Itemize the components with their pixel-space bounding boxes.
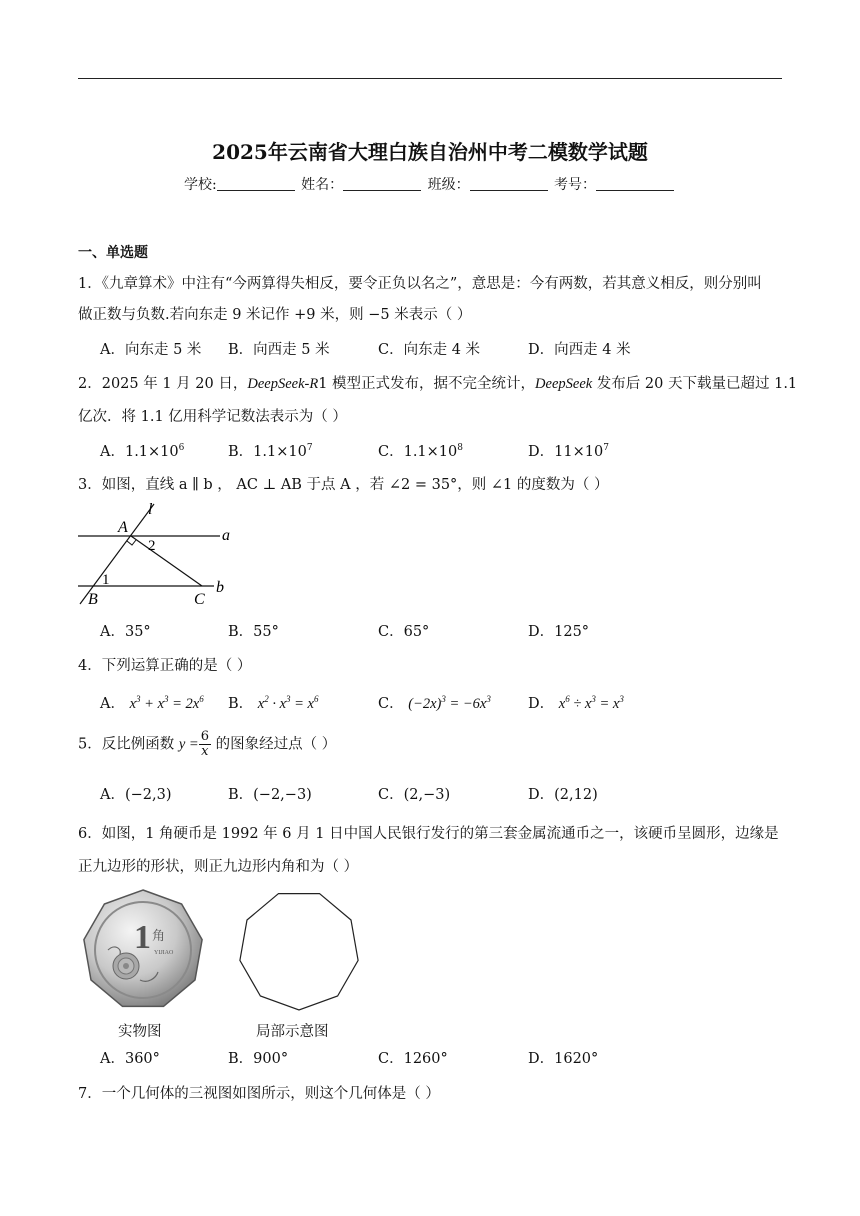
label-A: A	[118, 519, 128, 536]
q5-text-post: 的图象经过点（ ）	[210, 736, 337, 753]
diagram-caption: 局部示意图	[256, 1024, 329, 1040]
q6-line2: 正九边形的形状，则正九边形内角和为（ ）	[78, 859, 359, 875]
q4-line1: 4．下列运算正确的是（ ）	[78, 658, 252, 674]
q6-line1: 6．如图，1 角硬币是 1992 年 6 月 1 日中国人民银行发行的第三套金属流通币之一，该硬币呈圆形，边缘是	[78, 826, 779, 842]
q2-option-c-text: C．1.1×10	[378, 444, 458, 460]
coin-denomination: 1	[134, 919, 151, 956]
q5-fraction	[199, 730, 211, 759]
q1-option-c[interactable]: C．向东走 4 米	[378, 342, 481, 358]
q2-option-a[interactable]	[100, 440, 184, 461]
q2-text-mid: 1 模型正式发布，据不完全统计，	[318, 376, 536, 392]
q5-option-c[interactable]: C．(2,−3)	[378, 787, 451, 803]
segment-ac	[131, 536, 202, 586]
q5-denominator: x	[201, 744, 209, 759]
q5-text-pre: 5．反比例函数	[78, 736, 179, 753]
label-b: b	[216, 579, 224, 596]
label-a: a	[222, 527, 230, 544]
q5-numerator: 6	[200, 729, 209, 744]
q2-option-a-text: A．1.1×10	[100, 444, 179, 460]
class-blank[interactable]	[470, 177, 548, 191]
q2-deepseek: DeepSeek	[535, 376, 593, 392]
coin-caption: 实物图	[118, 1024, 162, 1040]
q5-option-b[interactable]: B．(−2,−3)	[228, 787, 312, 803]
school-label: 学校:	[183, 177, 217, 193]
header-rule	[78, 78, 782, 79]
q2-line2: 亿次．将 1.1 亿用科学记数法表示为（ ）	[78, 409, 347, 425]
label-angle-2: 2	[148, 538, 156, 554]
q2-option-d-exp: 7	[603, 443, 609, 453]
q2-option-c[interactable]	[378, 440, 463, 461]
q2-text-pre: 2．2025 年 1 月 20 日，	[78, 376, 248, 392]
q1-option-a[interactable]: A．向东走 5 米	[100, 342, 202, 358]
q1-option-b[interactable]: B．向西走 5 米	[228, 342, 330, 358]
label-l: l	[148, 501, 153, 518]
coin-photo	[78, 888, 208, 1012]
q1-line1: 1．《九章算术》中注有“今两算得失相反，要令正负以名之”，意思是：今有两数，若其意义相反，则分别叫	[78, 276, 762, 292]
coin-pinyin: YIJIAO	[154, 950, 174, 956]
q2-text-post: 发布后 20 天下载量已超过 1.1	[592, 376, 798, 392]
q2-option-d[interactable]	[528, 440, 609, 461]
q4-option-b-expr: $x^2 \cdot x^3 = x^6$	[257, 694, 319, 712]
q2-option-c-exp: 8	[457, 443, 463, 453]
right-angle-mark	[127, 540, 136, 545]
nonagon-diagram	[236, 888, 366, 1012]
q4-option-c[interactable]	[378, 692, 491, 713]
label-B: B	[88, 591, 98, 608]
student-info-line	[0, 174, 860, 194]
school-blank[interactable]	[217, 177, 295, 191]
q3-line1: 3．如图，直线 a ∥ b ， AC ⊥ AB 于点 A ，若 ∠2 = 35°，则 ∠1 的度数为（ ）	[78, 477, 609, 493]
q2-option-b-text: B．1.1×10	[228, 444, 307, 460]
q4-option-a-label: A．	[100, 696, 125, 712]
q3-option-d[interactable]: D．125°	[528, 624, 590, 640]
page-title: 2025年云南省大理白族自治州中考二模数学试题	[212, 140, 648, 164]
q4-option-a[interactable]	[100, 692, 204, 713]
q4-option-a-expr: $x^3 + x^3 = 2x^6$	[129, 694, 204, 712]
line-l	[80, 504, 154, 604]
q4-option-d-label: D．	[528, 696, 555, 712]
q6-option-a[interactable]: A．360°	[100, 1051, 160, 1067]
exam-no-label: 考号：	[554, 177, 597, 193]
exam-no-blank[interactable]	[596, 177, 674, 191]
q2-option-b[interactable]	[228, 440, 313, 461]
q4-option-d-expr: $x^6 \div x^3 = x^3$	[558, 694, 624, 712]
q5-line1	[78, 730, 336, 759]
q2-option-a-exp: 6	[178, 443, 185, 453]
q2-option-d-text: D．11×10	[528, 444, 604, 460]
q1-line2: 做正数与负数.若向东走 9 米记作 +9 米，则 −5 米表示（ ）	[78, 307, 472, 323]
regular-nonagon	[240, 894, 358, 1010]
q5-y-eq: y =	[178, 736, 199, 753]
q4-option-d[interactable]	[528, 692, 624, 713]
class-label: 班级：	[427, 177, 470, 193]
q5-option-a[interactable]: A．(−2,3)	[100, 787, 172, 803]
q2-line1	[78, 372, 797, 393]
section-heading: 一、单选题	[78, 245, 148, 261]
q4-option-c-label: C．	[378, 696, 404, 712]
q7-line1: 7．一个几何体的三视图如图所示，则这个几何体是（ ）	[78, 1086, 440, 1102]
q3-figure	[74, 500, 244, 610]
q6-option-b[interactable]: B．900°	[228, 1051, 289, 1067]
q6-option-c[interactable]: C．1260°	[378, 1051, 448, 1067]
q1-option-d[interactable]: D．向西走 4 米	[528, 342, 631, 358]
label-C: C	[194, 591, 205, 608]
q5-option-d[interactable]: D．(2,12)	[528, 787, 598, 803]
q4-option-c-expr: $(-2x)^3 = -6x^3$	[408, 694, 491, 712]
q4-option-b-label: B．	[228, 696, 254, 712]
q3-option-c[interactable]: C．65°	[378, 624, 430, 640]
name-blank[interactable]	[343, 177, 421, 191]
name-label: 姓名：	[301, 177, 344, 193]
q4-option-b[interactable]	[228, 692, 319, 713]
coin-unit: 角	[152, 928, 166, 943]
q3-option-a[interactable]: A．35°	[100, 624, 151, 640]
q2-deepseek-r: DeepSeek-R	[247, 376, 319, 392]
q2-option-b-exp: 7	[306, 443, 313, 453]
q3-option-b[interactable]: B．55°	[228, 624, 279, 640]
label-angle-1: 1	[102, 572, 110, 588]
q6-option-d[interactable]: D．1620°	[528, 1051, 599, 1067]
